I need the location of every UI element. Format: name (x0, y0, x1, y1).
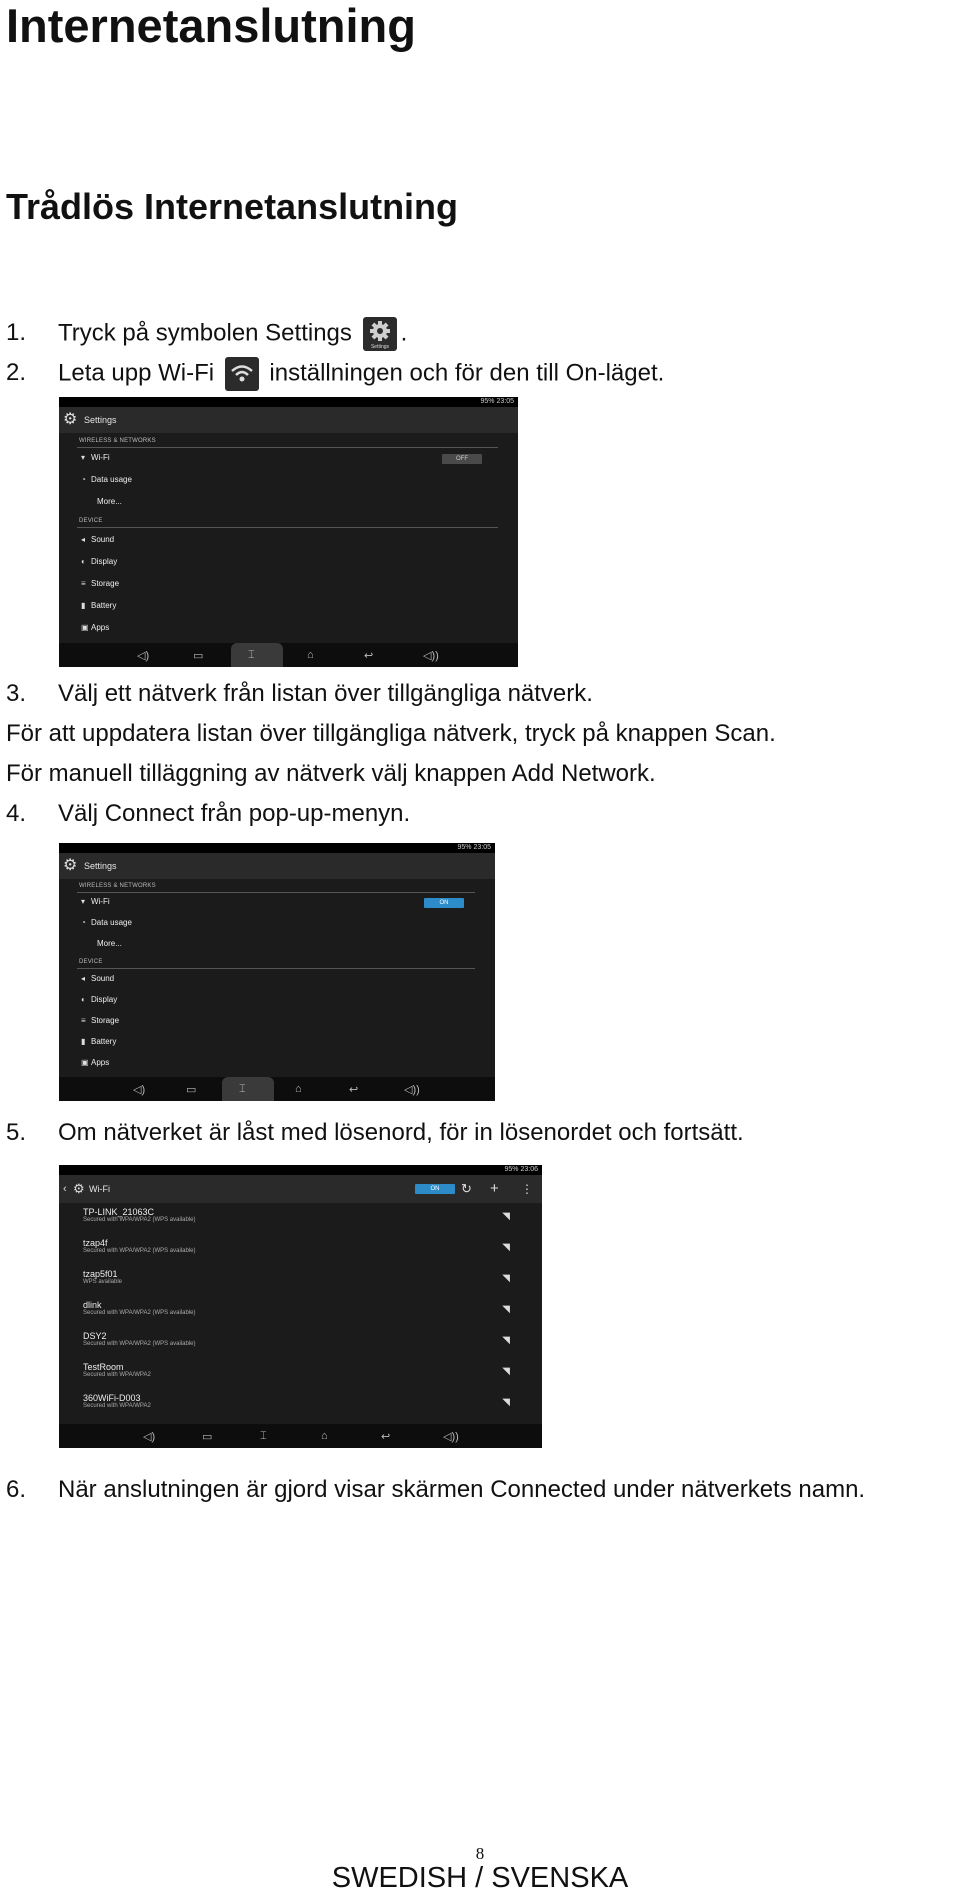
sound-icon: ◂ (81, 535, 86, 544)
step-text: När anslutningen är gjord visar skärmen Connected under nätverkets namn. (58, 1476, 866, 1503)
page-title: Internetanslutning (6, 0, 416, 52)
wifi-toggle[interactable]: ON (415, 1184, 455, 1194)
section-header: WIRELESS & NETWORKS (79, 438, 156, 444)
apps-item[interactable]: ▣ Apps (81, 623, 110, 632)
step-4 (6, 799, 410, 829)
more-item[interactable]: More... (97, 939, 122, 948)
page-number: 8 (475, 1844, 485, 1863)
nav-bar (59, 1077, 495, 1101)
home-icon[interactable]: ⌂ (321, 1430, 328, 1442)
storage-icon: ≡ (81, 1016, 86, 1025)
step-text: inställningen och för den till On-läget. (269, 359, 665, 387)
apps-icon: ▣ (81, 623, 89, 632)
data-usage-item[interactable]: ◔ Data usage (81, 918, 132, 927)
battery-icon: ▮ (81, 601, 86, 610)
network-item[interactable]: tzap5f01 WPS available (83, 1269, 123, 1285)
sound-icon: ◂ (81, 974, 86, 983)
section-header: WIRELESS & NETWORKS (79, 883, 156, 889)
action-bar (59, 853, 495, 879)
apps-icon: ▣ (81, 1058, 89, 1067)
back-icon[interactable]: ↩ (364, 650, 374, 662)
footer-language: SWEDISH / SVENSKA (331, 1862, 629, 1894)
battery-icon: ▮ (81, 1037, 86, 1046)
screenshot-icon[interactable]: ⌶ (248, 649, 255, 661)
step-6 (6, 1475, 865, 1505)
apps-item[interactable]: ▣ Apps (81, 1058, 110, 1067)
divider (77, 968, 475, 969)
nav-bar (59, 643, 518, 667)
step-text: Tryck på symbolen Settings (58, 319, 352, 347)
network-item[interactable]: DSY2 Secured with WPA/WPA2 (WPS available) (83, 1331, 196, 1347)
network-item[interactable]: TP-LINK_21063C Secured with WPA/WPA2 (WPS available) (83, 1207, 196, 1223)
data-usage-icon: ◔ (81, 918, 86, 927)
wifi-icon: ▾ (81, 453, 86, 462)
section-header: DEVICE (79, 518, 103, 524)
settings-gear-icon (363, 317, 397, 351)
divider (77, 892, 475, 893)
display-icon: ◐ (81, 557, 86, 566)
wifi-toggle[interactable]: ON (424, 898, 464, 908)
network-item[interactable]: dlink Secured with WPA/WPA2 (WPS available) (83, 1300, 196, 1316)
sound-item[interactable]: ◂ Sound (81, 535, 115, 544)
action-bar (59, 407, 518, 433)
volume-down-icon[interactable]: ◁) (137, 650, 150, 662)
wifi-toggle[interactable]: OFF (442, 454, 482, 464)
step-text: Om nätverket är låst med lösenord, för in lösenordet och fortsätt. (58, 1119, 744, 1146)
nav-highlight (231, 643, 283, 667)
settings-gear-icon: ⚙ (63, 857, 78, 874)
section-header: DEVICE (79, 959, 103, 965)
wifi-signal-locked-icon: ◥ (502, 1304, 510, 1315)
battery-item[interactable]: ▮ Battery (81, 1037, 117, 1046)
storage-item[interactable]: ≡ Storage (81, 1016, 120, 1025)
action-bar (59, 1175, 542, 1203)
divider (77, 527, 498, 528)
step-2 (6, 357, 664, 391)
data-usage-item[interactable]: ◔ Data usage (81, 475, 132, 484)
screenshot-icon[interactable]: ⌶ (260, 1430, 267, 1442)
step-1 (6, 317, 407, 351)
wifi-signal-locked-icon: ◥ (502, 1211, 510, 1222)
step-suffix: . (400, 319, 408, 347)
nav-highlight (222, 1077, 274, 1101)
wifi-signal-locked-icon: ◥ (502, 1335, 510, 1346)
settings-gear-icon: ⚙ (63, 411, 78, 428)
action-bar-title: Settings (84, 861, 117, 871)
step-number: 5. (6, 1119, 27, 1146)
step-number: 2. (6, 359, 27, 387)
step-5 (6, 1118, 744, 1148)
wifi-icon (225, 357, 259, 391)
storage-icon: ≡ (81, 579, 86, 588)
settings-icon-label: Settings (370, 344, 389, 350)
wifi-icon: ▾ (81, 897, 86, 906)
wifi-signal-icon: ◥ (502, 1273, 510, 1284)
recent-apps-icon[interactable]: ▭ (202, 1431, 213, 1443)
nav-bar (59, 1424, 542, 1448)
network-item[interactable]: TestRoom Secured with WPA/WPA2 (83, 1362, 151, 1378)
data-usage-icon: ◔ (81, 475, 86, 484)
status-bar: 95% 23:06 (59, 1165, 542, 1175)
step-text: Välj ett nätverk från listan över tillgängliga nätverk. (58, 680, 593, 707)
back-arrow-icon[interactable]: ‹ (63, 1183, 67, 1195)
paragraph-scan: För att uppdatera listan över tillgängliga nätverk, tryck på knappen Scan. (6, 720, 776, 747)
section-title: Trådlös Internetanslutning (6, 186, 459, 227)
paragraph-add-network: För manuell tilläggning av nätverk välj knappen Add Network. (6, 760, 656, 787)
storage-item[interactable]: ≡ Storage (81, 579, 120, 588)
settings-screenshot-wifi-off (59, 397, 518, 667)
display-item[interactable]: ◐ Display (81, 995, 118, 1004)
action-bar-title: Wi-Fi (89, 1184, 110, 1194)
wifi-networks-screenshot (59, 1165, 542, 1448)
back-icon[interactable]: ↩ (349, 1084, 359, 1096)
step-number: 1. (6, 319, 27, 347)
back-icon[interactable]: ↩ (381, 1431, 391, 1443)
settings-screenshot-wifi-on (59, 843, 495, 1101)
wifi-item[interactable]: ▾ Wi-Fi (81, 453, 110, 462)
step-number: 4. (6, 800, 27, 827)
step-3 (6, 679, 593, 709)
status-bar: 95% 23:05 (59, 397, 518, 407)
settings-gear-icon: ⚙ (73, 1181, 85, 1196)
divider (77, 447, 498, 448)
sound-item[interactable]: ◂ Sound (81, 974, 115, 983)
home-icon[interactable]: ⌂ (307, 649, 314, 661)
more-item[interactable]: More... (97, 497, 122, 506)
action-bar-title: Settings (84, 415, 117, 425)
scan-refresh-icon[interactable]: ↻ (461, 1181, 472, 1196)
step-text: Leta upp Wi-Fi (58, 359, 215, 387)
display-item[interactable]: ◐ Display (81, 557, 118, 566)
wifi-signal-locked-icon: ◥ (502, 1242, 510, 1253)
display-icon: ◐ (81, 995, 86, 1004)
volume-down-icon[interactable]: ◁) (133, 1084, 146, 1096)
step-text: Välj Connect från pop-up-menyn. (58, 800, 411, 827)
volume-up-icon[interactable]: ◁)) (404, 1084, 420, 1096)
step-number: 3. (6, 680, 27, 707)
overflow-menu-icon[interactable]: ⋮ (521, 1182, 533, 1196)
step-number: 6. (6, 1476, 27, 1503)
recent-apps-icon[interactable]: ▭ (193, 650, 204, 662)
home-icon[interactable]: ⌂ (295, 1083, 302, 1095)
add-network-icon[interactable]: + (490, 1180, 499, 1197)
battery-item[interactable]: ▮ Battery (81, 601, 117, 610)
wifi-signal-locked-icon: ◥ (502, 1366, 510, 1377)
volume-down-icon[interactable]: ◁) (143, 1431, 156, 1443)
status-bar: 95% 23:05 (59, 843, 495, 853)
volume-up-icon[interactable]: ◁)) (443, 1431, 459, 1443)
volume-up-icon[interactable]: ◁)) (423, 650, 439, 662)
network-item[interactable]: tzap4f Secured with WPA/WPA2 (WPS available) (83, 1238, 196, 1254)
network-item[interactable]: 360WiFi-D003 Secured with WPA/WPA2 (83, 1393, 151, 1409)
recent-apps-icon[interactable]: ▭ (186, 1084, 197, 1096)
wifi-signal-locked-icon: ◥ (502, 1397, 510, 1408)
wifi-item[interactable]: ▾ Wi-Fi (81, 897, 110, 906)
screenshot-icon[interactable]: ⌶ (239, 1083, 246, 1095)
